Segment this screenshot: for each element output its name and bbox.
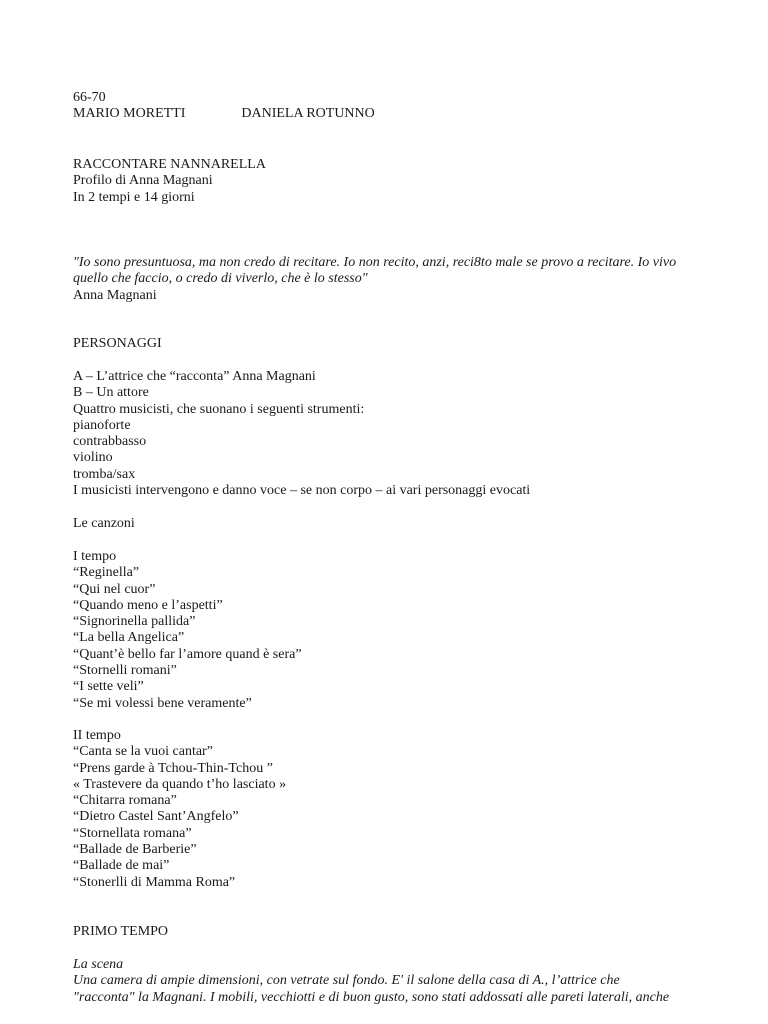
song-item: “Qui nel cuor”	[73, 581, 156, 597]
authors-line	[73, 106, 695, 122]
epigraph-line: quello che faccio, o credo di viverlo, che è lo stesso"	[73, 271, 368, 287]
character-line: B – Un attore	[73, 385, 149, 401]
song-item: “Signorinella pallida”	[73, 614, 196, 630]
song-item: “Stornelli romani”	[73, 663, 177, 679]
document-title: RACCONTARE NANNARELLA	[73, 157, 266, 172]
character-line: I musicisti intervengono e danno voce – se non corpo – ai vari personaggi evocati	[73, 483, 531, 499]
song-item: “Quando meno e l’aspetti”	[73, 597, 223, 613]
song-item: “Dietro Castel Sant’Angfelo”	[73, 809, 239, 825]
characters-heading-block	[73, 336, 695, 352]
song-item: “Quant’è bello far l’amore quand è sera”	[73, 646, 302, 662]
document-code: 66-70	[73, 90, 106, 105]
characters-list	[73, 369, 695, 499]
author-name: MARIO MORETTI	[73, 106, 186, 122]
character-line: tromba/sax	[73, 466, 136, 482]
songs-part1	[73, 549, 695, 712]
song-item: “I sette veli”	[73, 679, 144, 695]
scene-text-line: "racconta" la Magnani. I mobili, vecchiotti e di buon gusto, sono stati addossati alle pareti laterali, anche	[73, 989, 670, 1005]
document-structure: In 2 tempi e 14 giorni	[73, 189, 195, 205]
epigraph-block	[73, 255, 695, 304]
scene-block	[73, 957, 695, 1006]
song-item: “Stornellata romana”	[73, 825, 192, 841]
first-act-block	[73, 924, 695, 940]
songs-part2	[73, 728, 695, 891]
author-name: DANIELA ROTUNNO	[241, 106, 375, 122]
song-item: “La bella Angelica”	[73, 630, 185, 646]
scene-text-line: Una camera di ampie dimensioni, con vetrate sul fondo. E' il salone della casa di A., l’attrice che	[73, 973, 620, 989]
character-line: contrabbasso	[73, 434, 147, 450]
character-line: violino	[73, 450, 113, 466]
title-block	[73, 157, 695, 206]
characters-heading: PERSONAGGI	[73, 336, 162, 351]
songs-part-title: II tempo	[73, 728, 121, 743]
song-item: “Ballade de Barberie”	[73, 842, 197, 858]
document-subtitle: Profilo di Anna Magnani	[73, 173, 213, 189]
song-item: “Stonerlli di Mamma Roma”	[73, 874, 236, 890]
song-item: “Canta se la vuoi cantar”	[73, 744, 213, 760]
songs-part-title: I tempo	[73, 549, 117, 564]
song-item: « Trastevere da quando t’ho lasciato »	[73, 776, 287, 792]
songs-heading: Le canzoni	[73, 516, 135, 531]
song-item: “Reginella”	[73, 565, 140, 581]
character-line: pianoforte	[73, 417, 131, 433]
header-block	[73, 90, 695, 123]
song-item: “Ballade de mai”	[73, 858, 170, 874]
epigraph-author: Anna Magnani	[73, 287, 157, 303]
song-item: “Prens garde à Tchou-Thin-Tchou ”	[73, 760, 273, 776]
character-line: A – L’attrice che “racconta” Anna Magnani	[73, 369, 316, 384]
song-item: “Chitarra romana”	[73, 793, 177, 809]
songs-heading-block	[73, 516, 695, 532]
song-item: “Se mi volessi bene veramente”	[73, 695, 252, 711]
scene-label: La scena	[73, 957, 124, 972]
first-act-heading: PRIMO TEMPO	[73, 924, 169, 939]
epigraph-line: "Io sono presuntuosa, ma non credo di recitare. Io non recito, anzi, reci8to male se provo a recitare. Io vivo	[73, 255, 677, 270]
character-line: Quattro musicisti, che suonano i seguenti strumenti:	[73, 401, 365, 417]
